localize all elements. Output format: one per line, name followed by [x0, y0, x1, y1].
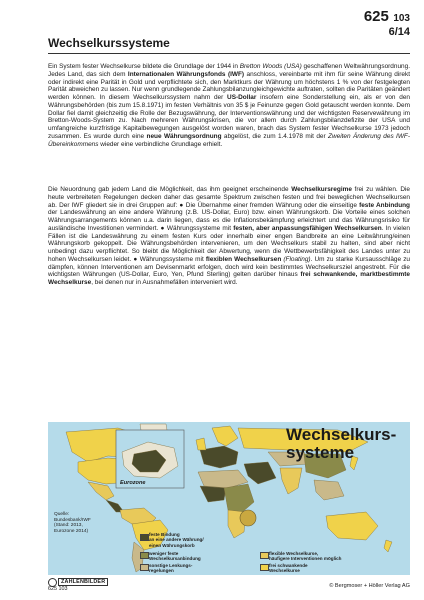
text-run: , bei denen nur in Ausnahmefällen interveniert wird.	[91, 279, 238, 286]
text-run: geschaffenen Weltwährungsordnung. Jedes Land, das sich dem	[48, 63, 411, 78]
paragraph-bretton-woods	[48, 63, 410, 148]
map-uk	[196, 438, 206, 450]
text-run: insofern eine Sonderstellung ein, als er von den Währungsbehörden (bis zum 15.8.1971) im festen Verhältnis von 35 $ je Feinunze gegen Gold getauscht werden konnte. Dem Dollar fiel damit gleichzeitig die Rolle der Bezugswährung, der Interventionswährung und der wichtigsten Reservewährung im Bretton-Woods-System zu. Nach mehreren Währungskrisen, die vor allem durch Zahlungsbilanzdefizite der USA und umfangreiche kurzfristige Kapitalbewegungen ausgelöst worden waren, brach das System fester Wechselkurse 1973 jedoch zusammen. Es wurde durch eine	[48, 94, 411, 140]
text-run: abgelöst, die zum 1.4.1978 mit der	[221, 132, 329, 140]
footer-code: 625 103	[48, 586, 68, 592]
map-title-line2: systeme	[286, 443, 355, 462]
map-australia	[326, 512, 378, 540]
text-run: festen, aber anpassungsfähigen Wechselkursen	[233, 224, 382, 232]
text-run: feste Anbindung	[359, 201, 410, 209]
legend-swatch-fixed	[140, 534, 149, 541]
legend-swatch-floating	[260, 564, 269, 571]
text-run: Internationalen Währungsfonds (IWF)	[127, 70, 245, 78]
map-source	[54, 512, 91, 534]
legend-item-flexible: flexible Wechselkurse, häufigere Interventionen möglich	[269, 551, 342, 562]
sheet-number: 625	[363, 8, 389, 25]
text-run: Wechselkursregime	[291, 186, 352, 193]
text-run: (Floating)	[283, 255, 311, 263]
copyright: © Bergmoser + Höller Verlag AG	[329, 583, 410, 589]
text-run: . In vielen Fällen ist die Landeswährung zu einem festen Kurs oder innerhalb einer engen Bandbreite an eine Leitwährung/einen Währungskorb gekoppelt. Die Währungsbehörden intervenieren, um den Wechselkurs stabil zu halten, sind aber nicht unbedingt dazu verpflichtet. So bleibt die Möglichkeit der Abwertung, wenn die Wettbewerbsfähigkeit des Landes unter zu hohen Wechselkursen leidet. ● Währungssysteme mit	[48, 224, 410, 263]
eurozone-label: Eurozone	[120, 480, 146, 486]
text-run: Zweiten Änderung des IWF-Übereinkommens	[48, 132, 410, 148]
sheet-subnumber: 103	[393, 13, 410, 24]
text-run: US-Dollar	[227, 94, 257, 101]
source-line: Eurozone 2014)	[54, 528, 89, 534]
brand-label: ZAHLENBILDER	[58, 578, 108, 586]
text-run: flexiblen Wechselkursen	[205, 255, 282, 263]
source-line: Quelle:	[54, 512, 70, 517]
world-map-figure	[48, 422, 410, 575]
legend-swatch-less-fixed	[140, 552, 149, 559]
legend-item-other: sonstige Lenkungs- regelungen	[149, 563, 193, 574]
text-run: neue Währungsordnung	[146, 132, 222, 140]
text-run: . Um zu starke Kursausschläge zu dämpfen, können Interventionen am Devisenmarkt erfolgen, doch wird kein bestimmtes Wechselkursziel angestrebt. Für die wichtigsten Währungen (US-Dollar, Euro, Yen, Pfund Sterling) gelten darüber hinaus	[48, 255, 410, 279]
legend-swatch-other	[140, 564, 149, 571]
legend-swatch-flexible	[260, 552, 269, 559]
page-footer	[48, 578, 410, 590]
map-mexico	[88, 482, 114, 500]
page-number	[364, 9, 410, 38]
paragraph-neuordnung	[48, 186, 410, 287]
map-india	[280, 468, 302, 494]
legend-item-floating: frei schwankende Wechselkurse	[269, 563, 308, 574]
map-southeast-asia	[314, 480, 344, 500]
text-run: frei schwankende, marktbestimmte Wechselkurse	[48, 271, 410, 286]
text-run: anschloss, vereinbarte mit ihm für seine Währung direkt oder indirekt eine Parität in Gold und verpflichtete sich, den Marktkurs der Währung um höchstens 1 % von der festgelegten Parität abweichen zu lassen. Nur wenn grundlegende Zahlungsbilanzungleichgewichte auftraten, sollten die Paritäten geändert werden können. In diesem Wechselkurssystem nahm der	[48, 70, 410, 101]
text-run: der Landeswährung an eine andere Währung (z.B. US-Dollar, Euro) bzw. einen Währungskorb. Die Vorteile eines solchen Währungsarrangements können u.a. darin liegen, dass es die Inflationsbekämpfung erleichtert und das Währungsrisiko für ausländische Investitionen vermindert. ● Währungssysteme mit	[48, 209, 410, 232]
map-west-africa	[200, 486, 226, 502]
source-line: Bundesbank/IWF	[54, 517, 91, 523]
source-line: (Stand: 2013,	[54, 523, 83, 529]
map-new-zealand	[384, 540, 392, 552]
text-run: wieder eine verbindliche Grundlage erhielt.	[98, 140, 223, 148]
map-middle-east	[244, 462, 276, 484]
map-central-africa	[224, 484, 254, 514]
map-title-line1: Wechselkurs-	[286, 425, 397, 444]
text-run: Ein System fester Wechselkurse bildete die Grundlage der 1944 in	[48, 63, 240, 70]
text-run: frei zu wählen. Die heute verbreiteten Regelungen decken daher das gesamte Spektrum zwischen festen und frei beweglichen Wechselkursen ab. Der IWF gliedert sie in drei Gruppen auf: ● Die Übernahme einer fremden Währung oder die einseitige	[48, 186, 410, 209]
coin-decoration	[240, 510, 256, 526]
map-scandinavia	[212, 426, 238, 446]
legend-item-less-fixed: weniger feste Wechselkursanbindung	[149, 551, 201, 562]
text-run: Die Neuordnung gab jedem Land die Möglichkeit, das ihm geeignet erscheinende	[48, 186, 292, 193]
page-title: Wechselkurssysteme	[48, 36, 170, 50]
title-divider	[48, 53, 410, 54]
sheet-page: 6/14	[388, 26, 410, 38]
map-title	[286, 426, 396, 462]
text-run: Bretton Woods (USA)	[239, 63, 302, 70]
legend-item-fixed: feste Bindung an eine andere Währung/ einen Währungskorb	[149, 532, 204, 548]
